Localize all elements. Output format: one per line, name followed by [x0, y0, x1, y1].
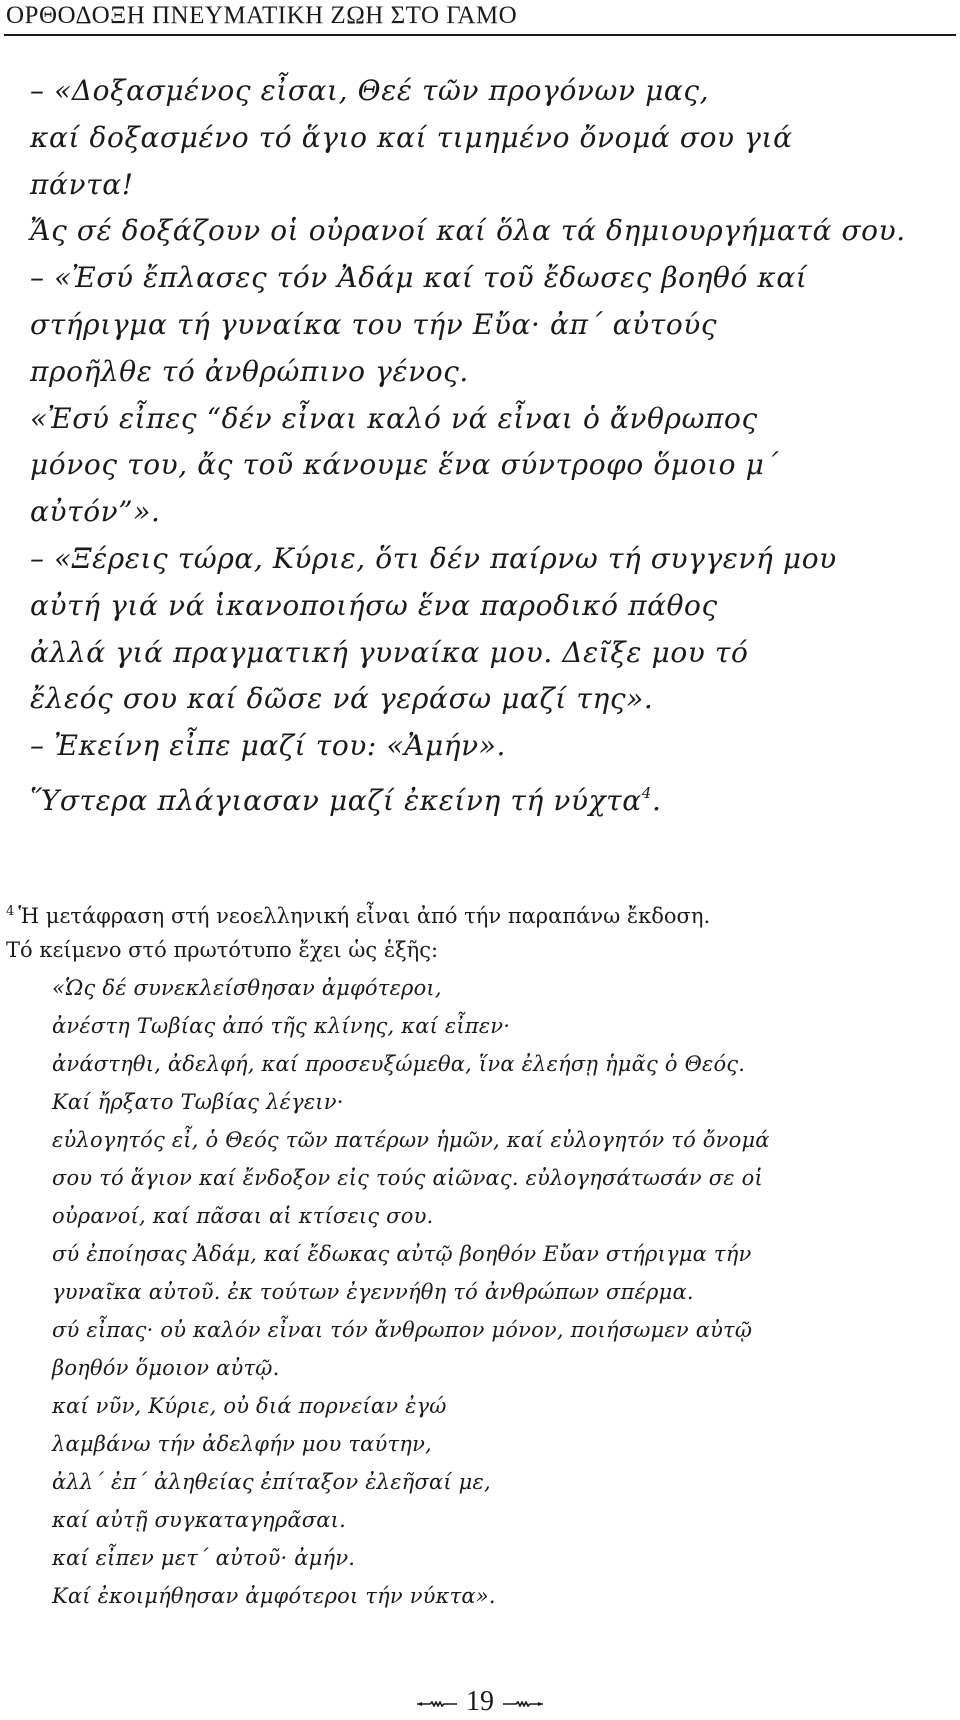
footnote-reference[interactable]: 4: [641, 783, 652, 802]
quote-line: σου τό ἅγιον καί ἔνδοξον εἰς τούς αἰῶνας. εὐλογησάτωσάν σε οἱ: [52, 1166, 763, 1190]
footnote-line: [6, 893, 956, 931]
footnote-intro: Ἡ μετάφραση στή νεοελληνική εἶναι ἀπό τήν παραπάνω ἔκδοση.: [18, 904, 711, 928]
text-line: – «Ξέρεις τώρα, Κύριε, ὅτι δέν παίρνω τή συγγενή μου: [30, 541, 837, 575]
quote-line: καί αὐτῇ συγκαταγηρᾶσαι.: [52, 1508, 346, 1532]
quote-line: ἀνάστηθι, ἀδελφή, καί προσευξώμεθα, ἵνα ἐλεήσῃ ἡμᾶς ὁ Θεός.: [52, 1052, 746, 1076]
text-line: [30, 770, 950, 817]
quote-line: ἀνέστη Τωβίας ἀπό τῆς κλίνης, καί εἶπεν·: [52, 1014, 511, 1038]
text-line: αὐτή γιά νά ἱκανοποιήσω ἕνα παροδικό πάθος: [30, 588, 718, 622]
footnote-marker: 4: [6, 904, 15, 919]
running-head: ΟΡΘΟΔΟΞΗ ΠΝΕΥΜΑΤΙΚΗ ΖΩΗ ΣΤΟ ΓΑΜΟ: [6, 2, 518, 29]
text-line: ἀλλά γιά πραγματική γυναίκα μου. Δεῖξε μου τό: [30, 635, 749, 669]
main-text: [30, 68, 950, 817]
quote-line: βοηθόν ὅμοιον αὐτῷ.: [52, 1356, 280, 1380]
left-flourish-icon: [416, 1701, 458, 1707]
quote-line: ἀλλ΄ ἐπ΄ ἀληθείας ἐπίταξον ἐλεῆσαί με,: [52, 1470, 491, 1494]
text-line: – «Ἐσύ ἔπλασες τόν Ἀδάμ καί τοῦ ἔδωσες βοηθό καί: [30, 261, 808, 295]
quote-line: σύ εἶπας· οὐ καλόν εἶναι τόν ἄνθρωπον μόνον, ποιήσωμεν αὐτῷ: [52, 1318, 753, 1342]
right-flourish-icon: [502, 1701, 544, 1707]
text-line: Ἄς σέ δοξάζουν οἱ οὐρανοί καί ὅλα τά δημιουργήματά σου.: [30, 214, 906, 248]
text-line: μόνος του, ἄς τοῦ κάνουμε ἕνα σύντροφο ὅμοιο μ΄: [30, 448, 779, 482]
header-rule: [4, 34, 956, 36]
quote-line: Καί ἤρξατο Τωβίας λέγειν·: [52, 1090, 344, 1114]
quote-line: καί εἶπεν μετ΄ αὐτοῦ· ἀμήν.: [52, 1546, 356, 1570]
footnote: [6, 893, 956, 1615]
text-line: «Ἐσύ εἶπες “δέν εἶναι καλό νά εἶναι ὁ ἄνθρωπος: [30, 401, 758, 435]
page-number: 19: [466, 1686, 494, 1717]
quote-line: οὐρανοί, καί πᾶσαι αἱ κτίσεις σου.: [52, 1204, 434, 1228]
quote-line: «Ὡς δέ συνεκλείσθησαν ἀμφότεροι,: [52, 976, 442, 1000]
text-line: καί δοξασμένο τό ἅγιο καί τιμημένο ὄνομά σου γιά: [30, 120, 793, 154]
sentence-period: .: [651, 783, 662, 817]
quote-line: σύ ἐποίησας Ἀδάμ, καί ἔδωκας αὐτῷ βοηθόν Εὔαν στήριγμα τήν: [52, 1242, 752, 1266]
quote-line: Καί ἐκοιμήθησαν ἀμφότεροι τήν νύκτα».: [52, 1584, 496, 1608]
quote-line: καί νῦν, Κύριε, οὐ διά πορνείαν ἐγώ: [52, 1394, 447, 1418]
text-line: – «Δοξασμένος εἶσαι, Θεέ τῶν προγόνων μας,: [30, 74, 710, 107]
page-folio: [0, 1686, 960, 1718]
text-line: στήριγμα τή γυναίκα του τήν Εὔα· ἀπ΄ αὐτούς: [30, 307, 718, 341]
footnote-line: Τό κείμενο στό πρωτότυπο ἔχει ὡς ἑξῆς:: [6, 938, 439, 962]
text-line: αὐτόν”».: [30, 495, 161, 529]
quote-line: λαμβάνω τήν ἀδελφήν μου ταύτην,: [52, 1432, 432, 1456]
quote-line: εὐλογητός εἶ, ὁ Θεός τῶν πατέρων ἡμῶν, καί εὐλογητόν τό ὄνομά: [52, 1128, 770, 1152]
text-line-content: Ὕστερα πλάγιασαν μαζί ἐκείνη τή νύχτα: [30, 783, 642, 817]
text-line: – Ἐκείνη εἶπε μαζί του: «Ἀμήν».: [30, 729, 507, 763]
quote-line: γυναῖκα αὐτοῦ. ἐκ τούτων ἐγεννήθη τό ἀνθρώπων σπέρμα.: [52, 1280, 694, 1304]
text-line: προῆλθε τό ἀνθρώπινο γένος.: [30, 354, 469, 388]
text-line: πάντα!: [30, 167, 134, 201]
text-line: ἔλεός σου καί δῶσε νά γεράσω μαζί της».: [30, 682, 654, 716]
